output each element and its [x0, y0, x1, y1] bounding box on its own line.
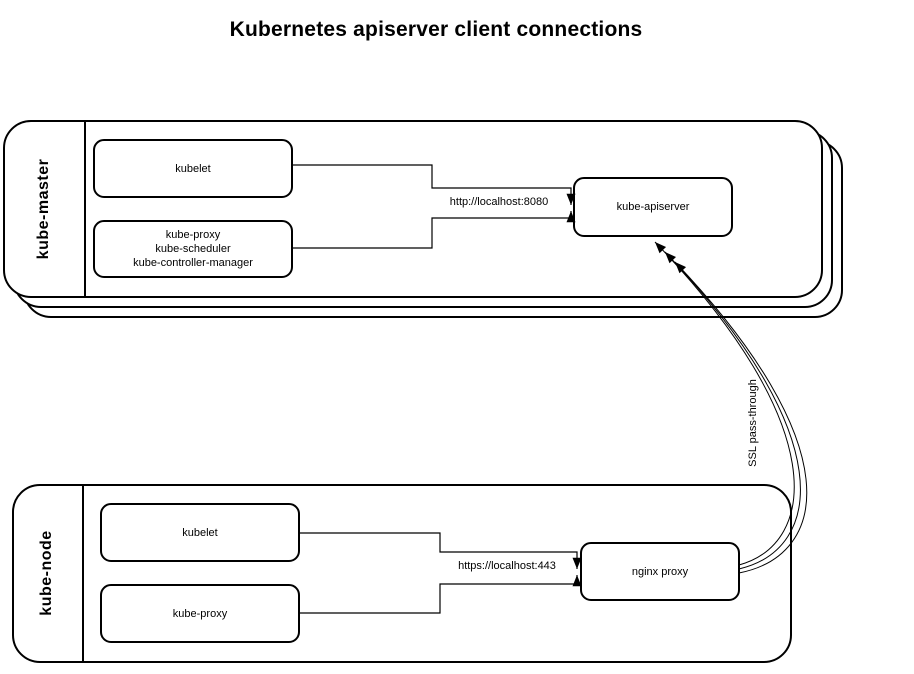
nginx-proxy-label: nginx proxy — [631, 565, 689, 578]
node-divider — [82, 485, 84, 662]
node-label: kube-node — [38, 530, 55, 616]
master-services-box — [93, 220, 293, 278]
master-kubelet-box — [93, 139, 293, 198]
master-divider — [84, 121, 86, 297]
master-kubelet-label: kubelet — [175, 162, 211, 175]
node-kubelet-label: kubelet — [182, 526, 218, 539]
apiserver-label: kube-apiserver — [616, 201, 690, 213]
master-label: kube-master — [35, 158, 52, 260]
master-service-kube-controller-manager: kube-controller-manager — [133, 257, 253, 269]
master-edge-label: http://localhost:8080 — [449, 196, 549, 208]
node-kubelet-box — [100, 503, 300, 562]
node-kube-proxy-label: kube-proxy — [172, 607, 228, 620]
node-kube-proxy-box — [100, 584, 300, 643]
master-service-kube-proxy: kube-proxy — [165, 229, 221, 241]
diagram-title: Kubernetes apiserver client connections — [229, 18, 643, 41]
node-edge-label: https://localhost:443 — [458, 560, 556, 572]
master-service-kube-scheduler: kube-scheduler — [155, 243, 231, 255]
ssl-pass-through-label: SSL pass-through — [747, 379, 759, 467]
